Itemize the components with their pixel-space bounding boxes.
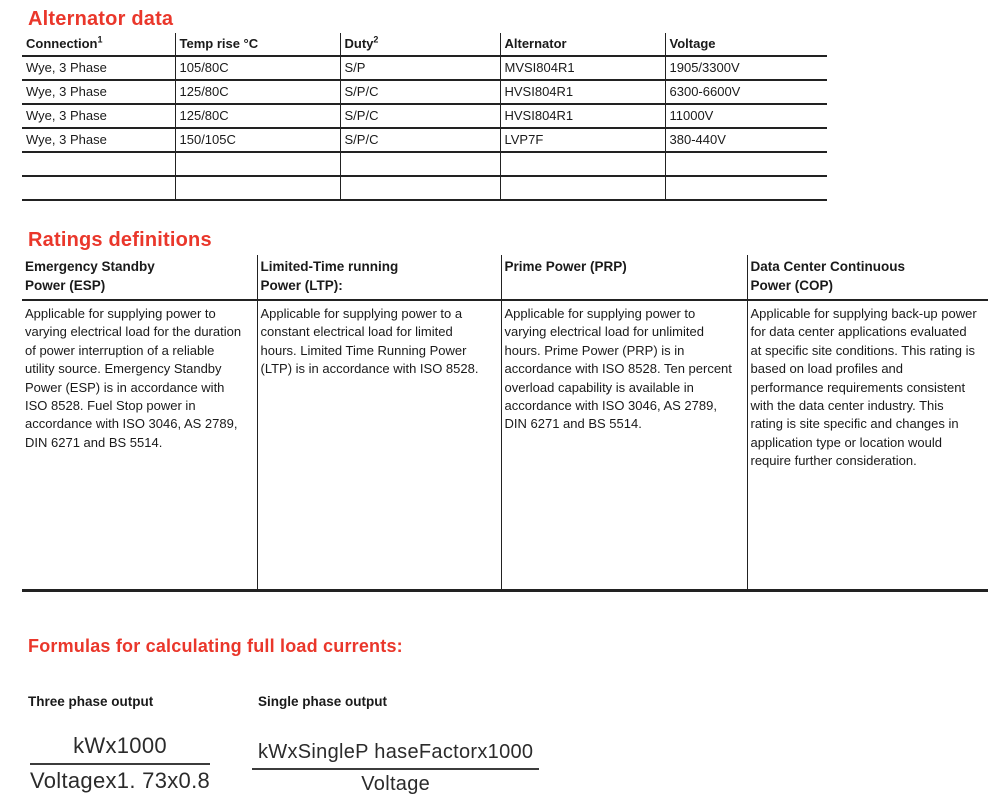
column-header-prp [501,255,747,300]
esp-definition-text: Applicable for supplying power to varying electrical load for the duration of power interruption of a reliable utility source. Emergency Standby Power (ESP) is in accordance with ISO 8528. Fuel Stop power in accordance with ISO 3046, AS 2789, DIN 6271 and BS 5514. [22,300,257,591]
table-row [22,104,827,128]
column-header-ltp [257,255,501,300]
cell-voltage: 11000V [665,104,827,128]
formulas-title: Formulas for calculating full load currents: [28,636,403,656]
column-header-voltage [665,33,827,56]
alternator-table-body [22,56,827,200]
formula-numerator: kWx1000 [30,733,210,765]
table-row [22,300,988,591]
alternator-table-header [22,33,827,56]
column-header-esp [22,255,257,300]
column-header-connection [22,33,175,56]
header-line: Data Center Continuous [750,259,906,274]
footnote-marker: 2 [373,34,379,45]
single-phase-formula [252,741,539,796]
ratings-definitions-title: Ratings definitions [28,229,212,251]
cell-temp-rise: 150/105C [175,128,340,152]
three-phase-formula [30,733,210,794]
ltp-definition-text: Applicable for supplying power to a constant electrical load for limited hours. Limited Time Running Power (LTP) is in accordance with ISO 8528. [257,300,501,591]
cell-duty [340,152,500,176]
cell-duty [340,176,500,200]
cell-connection [22,176,175,200]
table-header-row [22,255,988,300]
cell-voltage: 1905/3300V [665,56,827,80]
cell-alternator: MVSI804R1 [500,56,665,80]
alternator-data-title: Alternator data [28,8,174,30]
cell-alternator: HVSI804R1 [500,104,665,128]
cell-alternator: HVSI804R1 [500,80,665,104]
table-row-empty [22,176,827,200]
formula-denominator: Voltage [361,773,431,795]
column-header-duty [340,33,500,56]
cell-temp-rise: 105/80C [175,56,340,80]
cell-voltage [665,152,827,176]
table-row [22,128,827,152]
three-phase-output-label: Three phase output [28,694,154,709]
column-header-label: Duty [344,36,374,51]
header-line: Power (COP) [750,278,834,293]
ratings-definitions-table [22,255,988,592]
cell-connection: Wye, 3 Phase [22,56,175,80]
header-line: Emergency Standby [25,259,155,274]
formula-denominator: Voltagex1. 73x0.8 [30,768,211,793]
header-line: Prime Power (PRP) [504,259,627,274]
cop-definition-text: Applicable for supplying back-up power for data center applications evaluated at specific site conditions. This rating is based on load profiles and performance requirements consistent with the data center industry. This rating is site specific and changes in application type or location would require further consideration. [747,300,988,591]
cell-duty: S/P [340,56,500,80]
cell-duty: S/P/C [340,80,500,104]
column-header-label: Voltage [669,36,716,51]
cell-temp-rise [175,152,340,176]
cell-temp-rise: 125/80C [175,104,340,128]
ratings-table-body [22,300,988,591]
ratings-table-header [22,255,988,300]
column-header-label: Alternator [504,36,567,51]
cell-voltage: 380-440V [665,128,827,152]
prp-definition-text: Applicable for supplying power to varying electrical load for unlimited hours. Prime Power (PRP) is in accordance with ISO 8528. Ten percent overload capability is available in accordance with ISO 3046, AS 2789, DIN 6271 and BS 5514. [501,300,747,591]
header-line: Power (ESP) [25,278,106,293]
header-line: Limited-Time running [260,259,399,274]
table-row [22,56,827,80]
table-header-row [22,33,827,56]
cell-connection: Wye, 3 Phase [22,104,175,128]
cell-voltage: 6300-6600V [665,80,827,104]
cell-alternator [500,176,665,200]
footnote-marker: 1 [97,34,103,45]
table-row [22,80,827,104]
cell-connection: Wye, 3 Phase [22,128,175,152]
cell-voltage [665,176,827,200]
cell-connection [22,152,175,176]
cell-duty: S/P/C [340,128,500,152]
header-line: Power (LTP): [260,278,343,293]
cell-duty: S/P/C [340,104,500,128]
single-phase-output-label: Single phase output [258,694,388,709]
column-header-cop [747,255,988,300]
cell-alternator: LVP7F [500,128,665,152]
column-header-alternator [500,33,665,56]
table-row-empty [22,152,827,176]
formula-numerator: kWxSingleP haseFactorx1000 [252,741,539,770]
column-header-temp-rise [175,33,340,56]
column-header-label: Connection [26,36,98,51]
cell-connection: Wye, 3 Phase [22,80,175,104]
cell-temp-rise [175,176,340,200]
cell-alternator [500,152,665,176]
alternator-table [22,33,827,201]
column-header-label: Temp rise °C [179,36,259,51]
cell-temp-rise: 125/80C [175,80,340,104]
